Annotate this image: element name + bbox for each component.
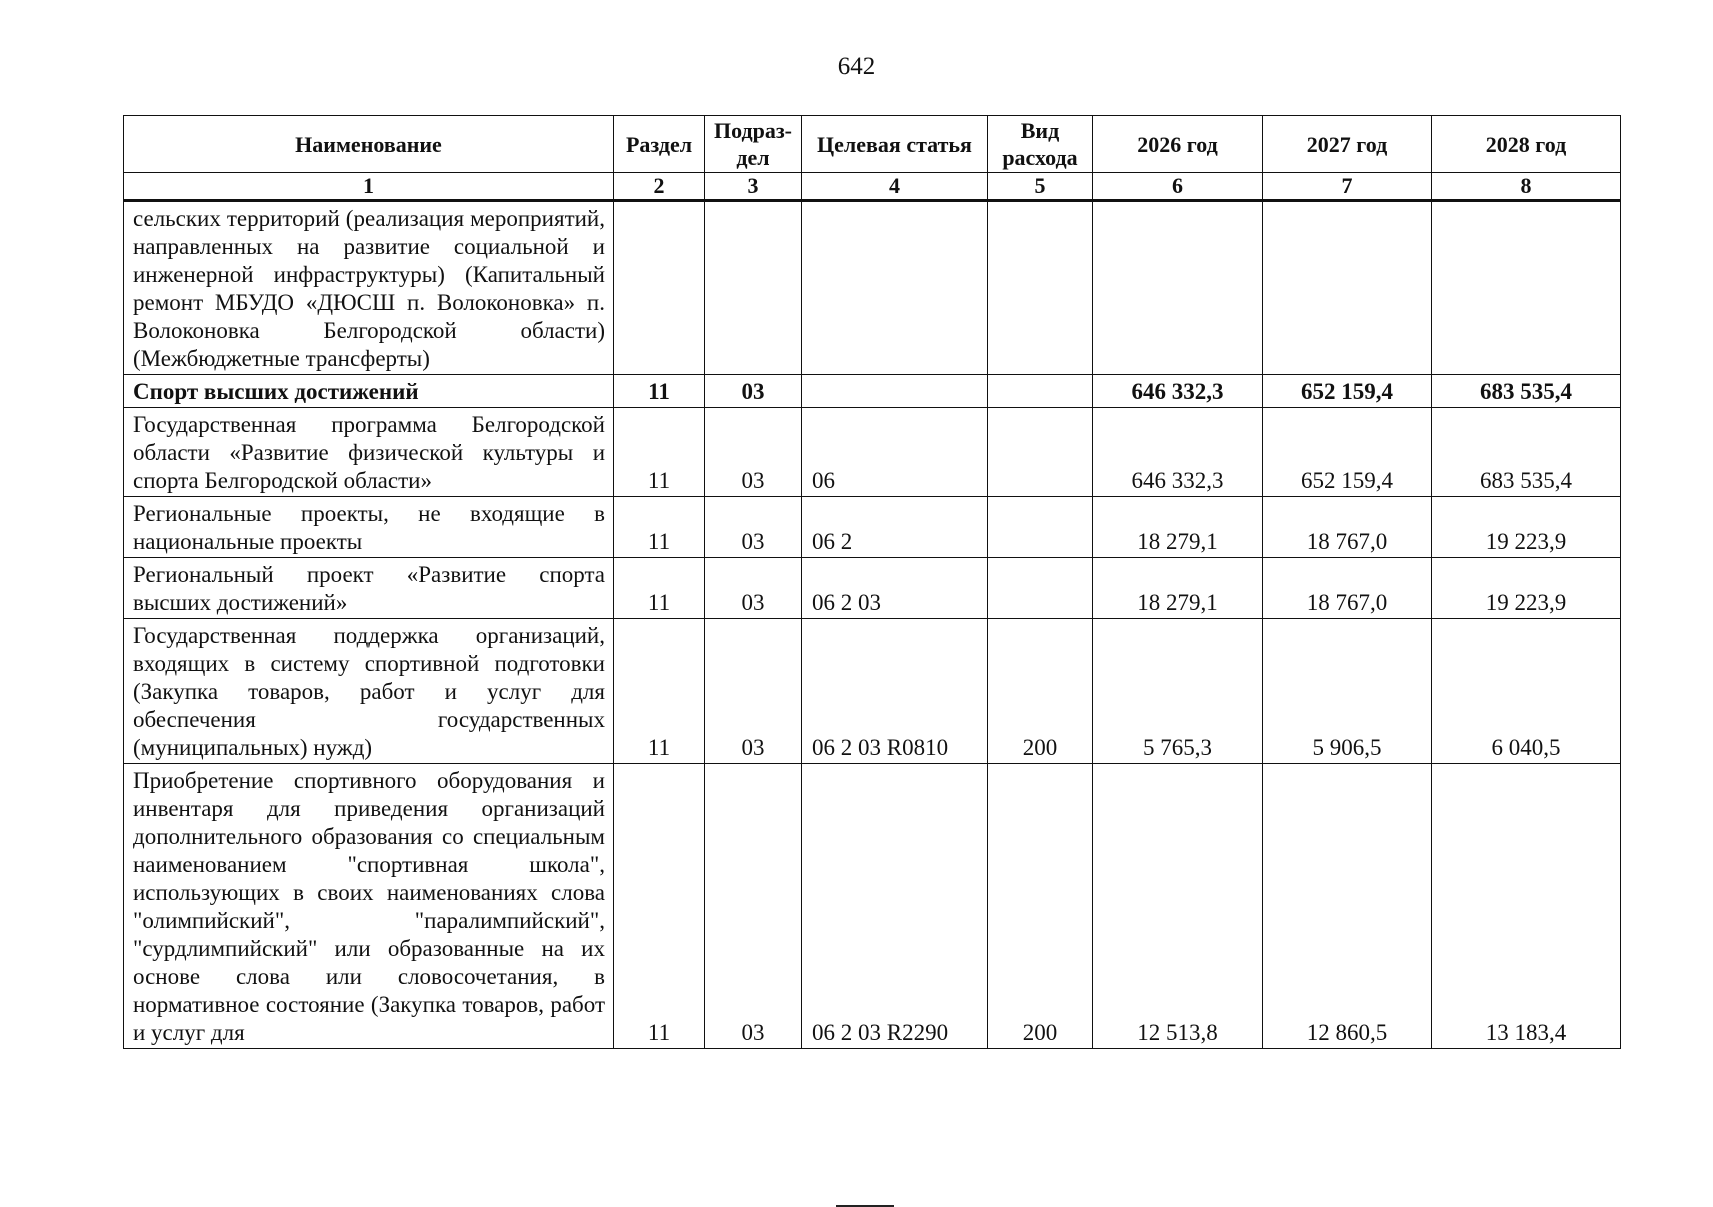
header-celevaya-statya: Целевая статья [802,116,988,173]
row-podrazdel: 03 [705,764,802,1049]
row-value-2028: 19 223,9 [1432,497,1621,558]
row-celevaya-statya: 06 2 03 R2290 [802,764,988,1049]
row-value-2026: 5 765,3 [1093,619,1263,764]
header-year-2028: 2028 год [1432,116,1621,173]
header-vid-rashoda: Вид расхода [988,116,1093,173]
row-value-2028: 6 040,5 [1432,619,1621,764]
row-value-2026: 646 332,3 [1093,375,1263,408]
row-vid-rashoda [988,497,1093,558]
row-value-2027: 12 860,5 [1263,764,1432,1049]
column-number: 2 [614,173,705,201]
row-celevaya-statya: 06 2 [802,497,988,558]
row-vid-rashoda: 200 [988,764,1093,1049]
table-row [124,201,1621,375]
row-name: Государственная поддержка организаций, входящих в систему спортивной подготовки (Закупка товаров, работ и услуг для обеспечения государственных (муниципальных) нужд) [124,619,614,764]
row-name: Спорт высших достижений [124,375,614,408]
column-number: 3 [705,173,802,201]
header-row [124,116,1621,173]
row-value-2027: 18 767,0 [1263,558,1432,619]
row-value-2028 [1432,201,1621,375]
column-number: 8 [1432,173,1621,201]
header-year-2026: 2026 год [1093,116,1263,173]
row-name: Региональный проект «Развитие спорта высших достижений» [124,558,614,619]
row-celevaya-statya: 06 [802,408,988,497]
row-podrazdel: 03 [705,619,802,764]
table-row [124,497,1621,558]
row-podrazdel: 03 [705,497,802,558]
column-number: 6 [1093,173,1263,201]
row-value-2028: 13 183,4 [1432,764,1621,1049]
row-celevaya-statya: 06 2 03 R0810 [802,619,988,764]
row-razdel: 11 [614,764,705,1049]
table-row [124,619,1621,764]
column-number-row [124,173,1621,201]
header-year-2027: 2027 год [1263,116,1432,173]
row-podrazdel [705,201,802,375]
row-value-2026 [1093,201,1263,375]
row-razdel: 11 [614,375,705,408]
row-vid-rashoda [988,375,1093,408]
row-vid-rashoda [988,201,1093,375]
row-podrazdel: 03 [705,375,802,408]
row-value-2026: 18 279,1 [1093,497,1263,558]
table-row-section [124,375,1621,408]
row-value-2026: 18 279,1 [1093,558,1263,619]
row-value-2027: 18 767,0 [1263,497,1432,558]
row-name: Региональные проекты, не входящие в национальные проекты [124,497,614,558]
column-number: 7 [1263,173,1432,201]
row-celevaya-statya [802,375,988,408]
row-value-2027: 652 159,4 [1263,375,1432,408]
row-value-2026: 646 332,3 [1093,408,1263,497]
row-vid-rashoda: 200 [988,619,1093,764]
row-value-2027: 5 906,5 [1263,619,1432,764]
header-podrazdel: Подраз- дел [705,116,802,173]
column-number: 1 [124,173,614,201]
row-value-2027 [1263,201,1432,375]
column-number: 4 [802,173,988,201]
row-value-2028: 683 535,4 [1432,375,1621,408]
page-number: 642 [837,53,876,80]
table-row [124,408,1621,497]
table-row [124,558,1621,619]
row-vid-rashoda [988,408,1093,497]
row-name: Государственная программа Белгородской области «Развитие физической культуры и спорта Белгородской области» [124,408,614,497]
row-value-2027: 652 159,4 [1263,408,1432,497]
row-celevaya-statya [802,201,988,375]
row-name: Приобретение спортивного оборудования и инвентаря для приведения организаций дополнительного образования со специальным наименованием "спортивная школа", использующих в своих наименованиях слова "олимпийский", "паралимпийский", "сурдлимпийский" или образованные на их основе слова или словосочетания, в нормативное состояние (Закупка товаров, работ и услуг для [124,764,614,1049]
column-number: 5 [988,173,1093,201]
row-razdel: 11 [614,408,705,497]
row-razdel: 11 [614,497,705,558]
row-value-2026: 12 513,8 [1093,764,1263,1049]
row-podrazdel: 03 [705,408,802,497]
budget-table [123,115,1621,1049]
header-name: Наименование [124,116,614,173]
row-razdel: 11 [614,619,705,764]
row-razdel: 11 [614,558,705,619]
row-vid-rashoda [988,558,1093,619]
table-row [124,764,1621,1049]
row-value-2028: 683 535,4 [1432,408,1621,497]
header-razdel: Раздел [614,116,705,173]
row-razdel [614,201,705,375]
row-name: сельских территорий (реализация мероприятий, направленных на развитие социальной и инженерной инфраструктуры) (Капитальный ремонт МБУДО «ДЮСШ п. Волоконовка» п. Волоконовка Белгородской области) (Межбюджетные трансферты) [124,201,614,375]
row-value-2028: 19 223,9 [1432,558,1621,619]
row-celevaya-statya: 06 2 03 [802,558,988,619]
row-podrazdel: 03 [705,558,802,619]
